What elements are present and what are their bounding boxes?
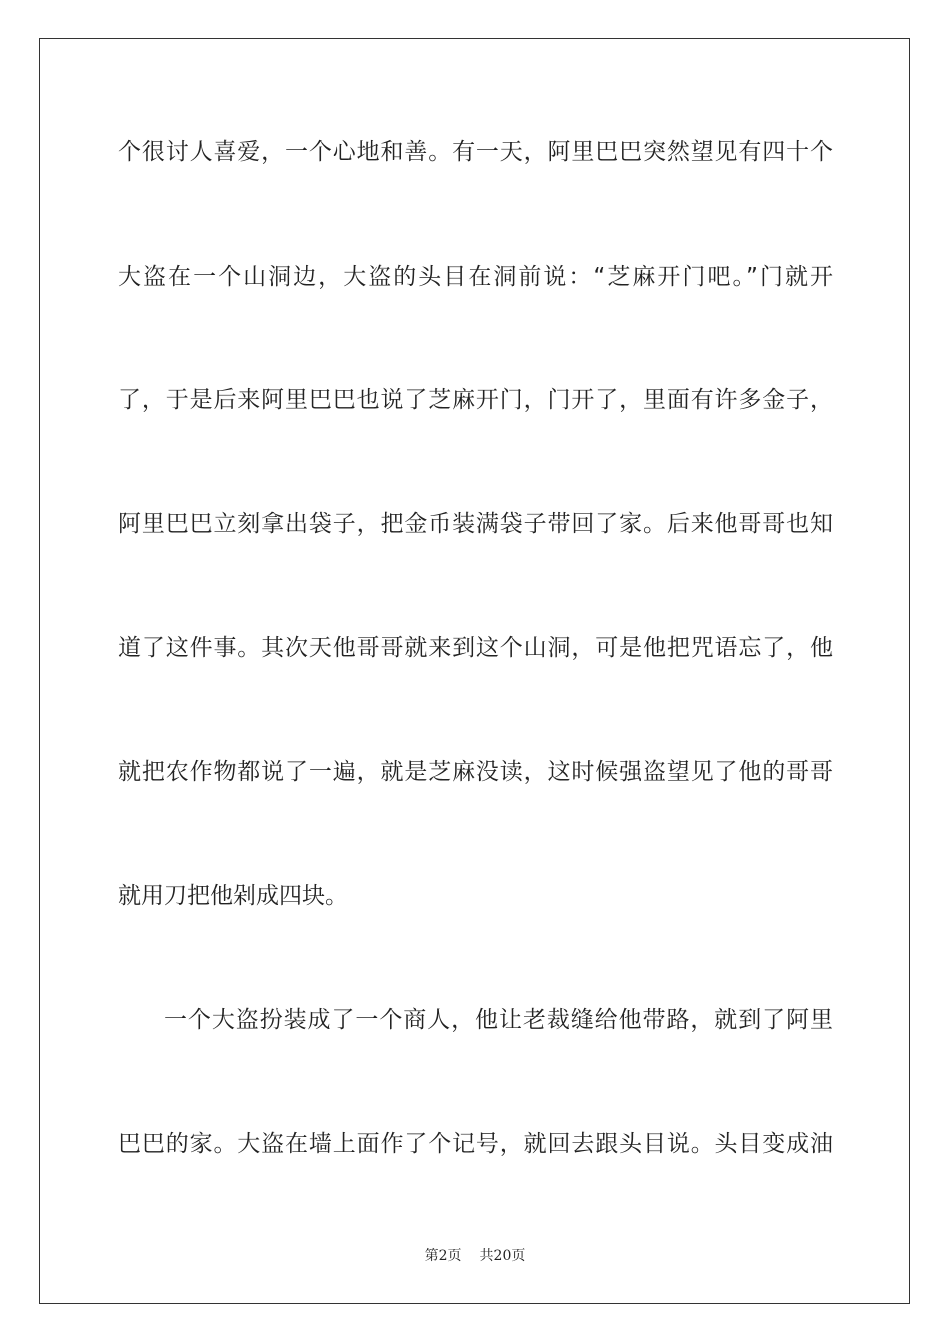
page-number: 第2页 [424, 1248, 462, 1264]
text-line-8-paragraph-start: 一个大盗扮装成了一个商人，他让老裁缝给他带路，就到了阿里 [164, 1007, 833, 1033]
text-line-2: 大盗在一个山洞边，大盗的头目在洞前说：“芝麻开门吧。”门就开 [118, 264, 833, 290]
text-line-6: 就把农作物都说了一遍，就是芝麻没读，这时候强盗望见了他的哥哥 [118, 759, 833, 785]
text-line-9: 巴巴的家。大盗在墙上面作了个记号，就回去跟头目说。头目变成油 [118, 1131, 833, 1157]
page-footer [0, 1245, 950, 1265]
page-border [39, 38, 910, 1304]
page-total: 共20页 [479, 1248, 526, 1264]
text-line-1: 个很讨人喜爱，一个心地和善。有一天，阿里巴巴突然望见有四十个 [118, 139, 833, 165]
text-line-3: 了，于是后来阿里巴巴也说了芝麻开门，门开了，里面有许多金子， [118, 387, 833, 413]
text-line-7: 就用刀把他剁成四块。 [118, 883, 348, 909]
text-line-5: 道了这件事。其次天他哥哥就来到这个山洞，可是他把咒语忘了，他 [118, 635, 833, 661]
text-line-4: 阿里巴巴立刻拿出袋子，把金币装满袋子带回了家。后来他哥哥也知 [118, 511, 833, 537]
